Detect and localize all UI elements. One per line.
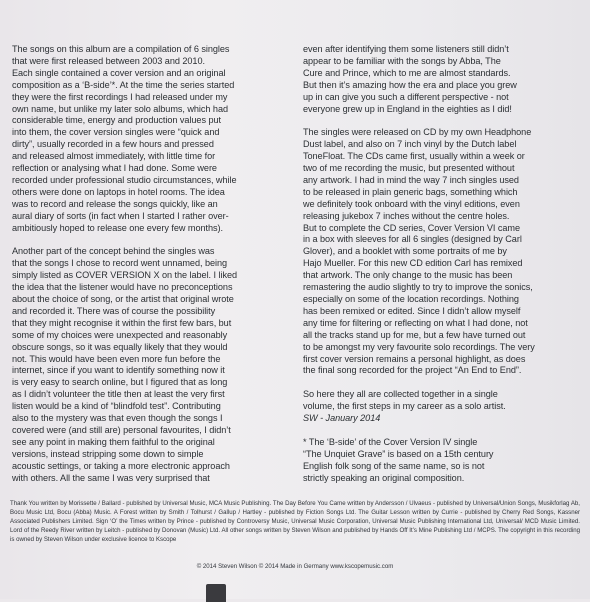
signature: SW - January 2014 [303,413,381,424]
right-paragraph-1: even after identifying them some listeners still didn’t appear to be familiar with the songs by Abba, The Cure and Prince, which to me are almost standards. But then it’s amazing how the era and place you grew up in can give you such a different perspective - not everyone grew up in England in the eighties as I did! [303,44,517,114]
copyright-line: © 2014 Steven Wilson © 2014 Made in Germany www.kscopemusic.com [196,563,394,570]
publishing-credits: Thank You written by Morissette / Ballard - published by Universal Music, MCA Music Publishing. The Day Before You Came written by Andersson / Ulvaeus - published by Universal/Union Songs, Musikforlag Ab, Bocu Music Ltd, Bocu (Abba) Music. A Forest written by Smith / Tolhurst / Gallup / Hartley - published by Fiction Songs Ltd. The Guitar Lesson written by Currie - published by Cherry Red Songs, Kassner Associated Publishers Limited. Sign ‘O’ the Times written by Prince - published by Controversy Music, Universal Music Corporation, Universal Music Publishing International Ltd, Universal/ MCD Music Limited. Lord of the Reedy River written by Leitch - published by Donovan (Music) Ltd. All other songs written by Steven Wilson and published by Hands Off It’s Mine Publishing Ltd / MCPS. The copyright in this recording is owned by Steven Wilson under exclusive licence to Kscope [10,500,582,543]
right-paragraph-3: So here they all are collected together in a single volume, the first steps in my career as a solo artist. [303,389,506,412]
bottom-edge-graphic [206,584,226,602]
left-paragraph-2: Another part of the concept behind the singles was that the songs I chose to record went unnamed, being simply listed as COVER VERSION X on the label. I liked the idea that the listener would have no preconceptions about the choice of song, or the artist that original wrote and recorded it. There was of course the possibility that they might recognise it within the first few bars, but some of my choices were unexpected and reasonably obscure songs, so it was equally likely that they would not. This would have been even more fun before the internet, since if you want to identify something now it is very easy to search online, but I figured that as long as I didn’t volunteer the title then at least the very first listen would be a kind of “blindfold test”. Contributing also to the mystery was that even though the songs I covered were (and still are) personal favourites, I didn’t see any point in making them faithful to the original versions, instead stripping some down to simple acoustic settings, or taking a more electronic approach with others. All the same I was very surprised that [12,246,238,483]
left-paragraph-1: The songs on this album are a compilation of 6 singles that were first released between 2003 and 2010. Each single contained a cover version and an original composition as a ‘B-side’*. At the time the series started they were the first recordings I had released under my own name, but unlike my later solo albums, which had considerable time, energy and production values put into them, the cover version singles were “quick and dirty”, usually recorded in a few hours and pressed and released almost immediately, with little time for reflection or analysing what I had done. Some were recorded under professional studio circumstances, while others were done on laptops in hotel rooms. The idea was to record and release the songs quickly, like an aural diary of sorts (in fact when I started I rather over- ambitiously hoped to release one every few months). [12,44,237,233]
right-text-column [303,44,575,484]
footnote: * The ‘B-side’ of the Cover Version IV single “The Unquiet Grave” is based on a 15th century English folk song of the same name, so is not strictly speaking an original composition. [303,436,494,483]
right-paragraph-2: The singles were released on CD by my own Headphone Dust label, and also on 7 inch vinyl by the Dutch label ToneFloat. The CDs came first, usually within a week or two of me recording the music, but presented without any artwork. I had in mind the way 7 inch singles used to be released in plain generic bags, something which we definitely took onboard with the vinyl editions, even releasing jukebox 7 inches without the centre holes. But to complete the CD series, Cover Version VI came in a box with sleeves for all 6 singles (designed by Carl Glover), and a booklet with some portraits of me by Hajo Mueller. For this new CD edition Carl has remixed that artwork. The only change to the music has been remastering the audio slightly to try to improve the sonics, especially on some of the location recordings. Nothing has been remixed or edited. Since I didn’t allow myself any time for filtering or reflecting on what I had done, not all the tracks stand up for me, but a few have turned out to be amongst my very favourite solo recordings. The very first cover version remains a personal highlight, as does the final song recorded for the project “An End to End”. [303,127,535,376]
left-text-column [12,44,276,485]
